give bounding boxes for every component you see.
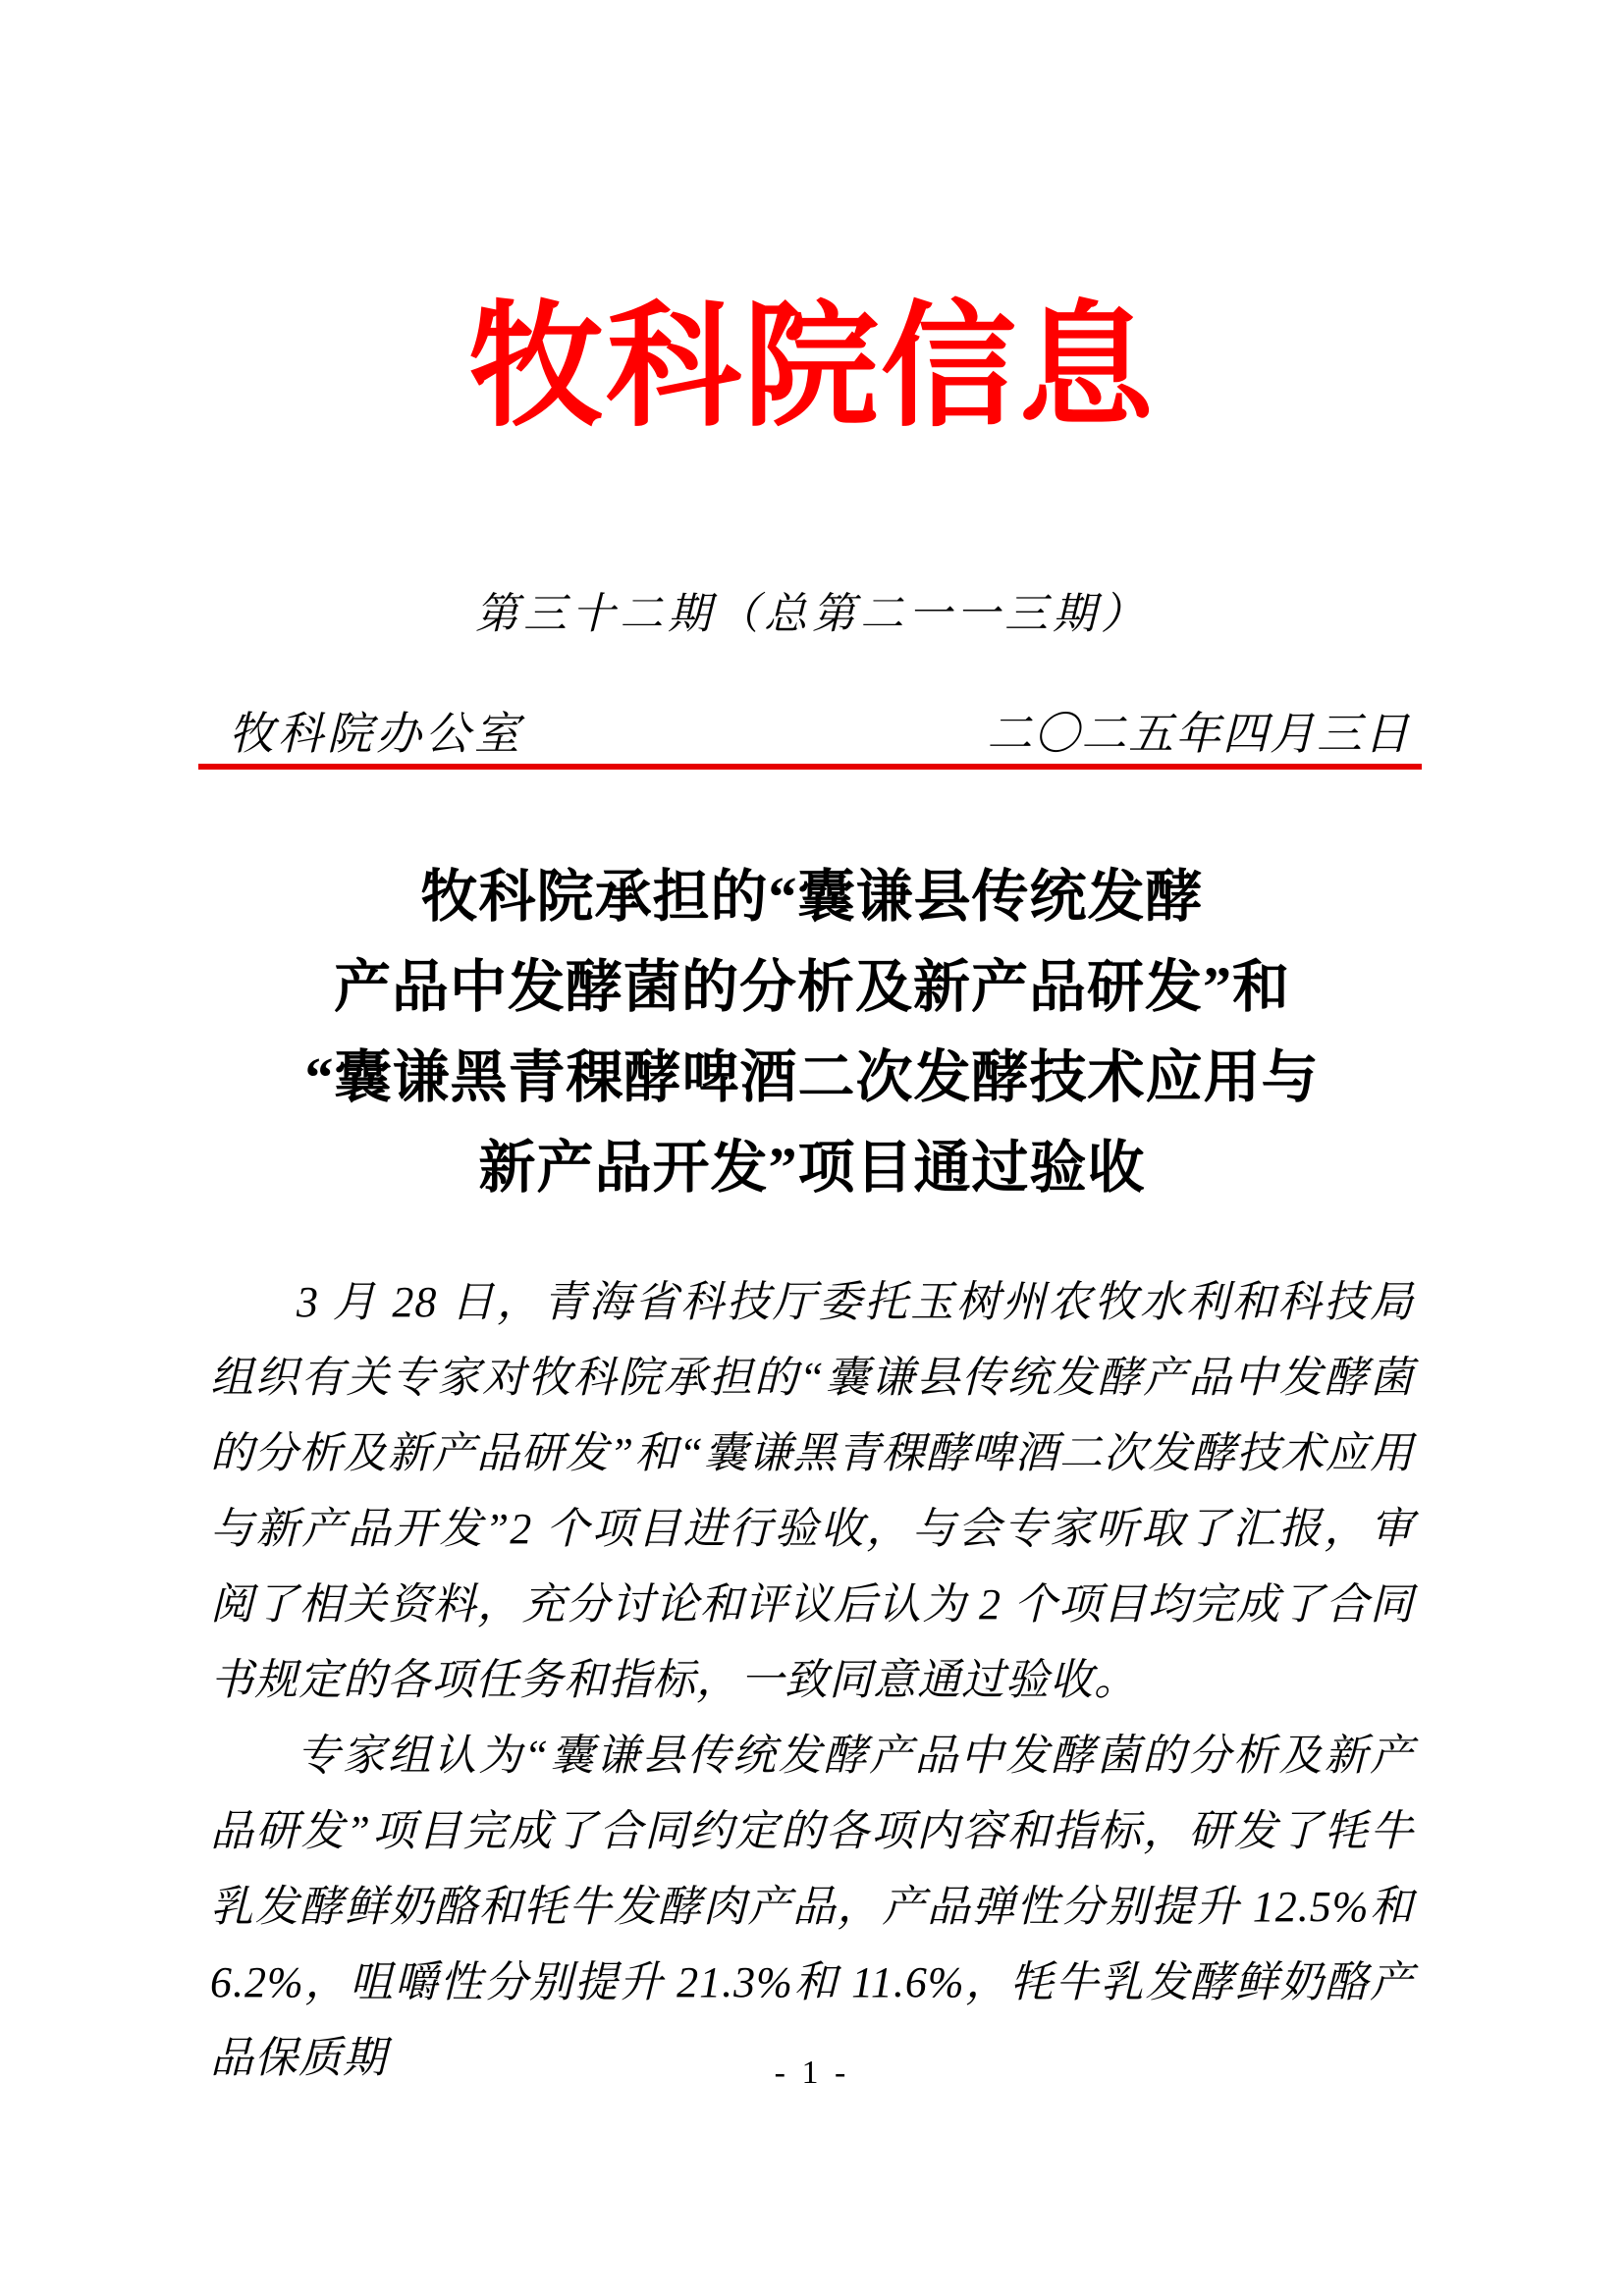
heading-line-1: 牧科院承担的“囊谦县传统发酵 <box>420 865 1204 929</box>
article-heading <box>0 852 1624 1213</box>
newsletter-title: 牧科院信息 <box>467 293 1156 443</box>
body-paragraph-2: 专家组认为“囊谦县传统发酵产品中发酵菌的分析及新产品研发”项目完成了合同约定的各项内容和指标，研发了牦牛乳发酵鲜奶酪和牦牛发酵肉产品，产品弹性分别提升 12.5%和 6.2%，咀嚼性分别提升 21.3%和 11.6%，牦牛乳发酵鲜奶酪产品保质期 <box>210 1732 1414 2082</box>
page-number: - 1 - <box>774 2055 850 2091</box>
heading-line-4: 新产品开发”项目通过验收 <box>478 1136 1146 1200</box>
masthead-info-row <box>211 705 1411 764</box>
body-paragraph-1: 3 月 28 日，青海省科技厅委托玉树州农牧水利和科技局组织有关专家对牧科院承担的“囊谦县传统发酵产品中发酵菌的分析及新产品研发”和“囊谦黑青稞酵啤酒二次发酵技术应用与新产品开发”2 个项目进行验收，与会专家听取了汇报，审阅了相关资料，充分讨论和评议后认为 2 个项目均完成了合同书规定的各项任务和指标，一致同意通过验收。 <box>210 1278 1414 1704</box>
publishing-office-label: 牧科院办公室 <box>229 709 523 759</box>
heading-line-2: 产品中发酵菌的分析及新产品研发”和 <box>333 955 1290 1019</box>
masthead-rule-divider <box>198 764 1422 770</box>
publication-date: 二〇二五年四月三日 <box>987 709 1411 759</box>
article-body <box>210 1264 1414 2096</box>
heading-line-3: “囊谦黑青稞酵啤酒二次发酵技术应用与 <box>304 1045 1320 1109</box>
issue-number-line: 第三十二期（总第二一一三期） <box>475 590 1149 638</box>
